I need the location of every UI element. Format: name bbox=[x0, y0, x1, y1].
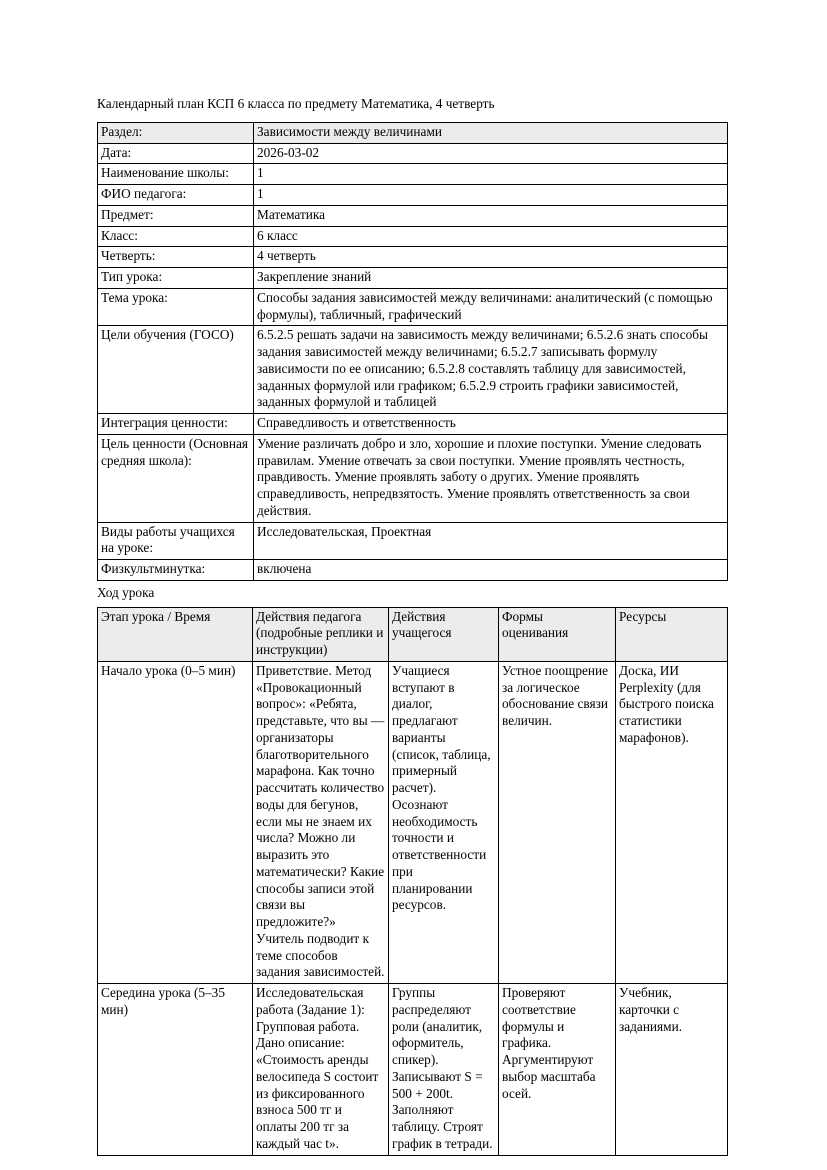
lesson-resources-cell: Доска, ИИ Perplexity (для быстрого поиска статистики марафонов). bbox=[616, 661, 728, 983]
info-row-value: Зависимости между величинами bbox=[254, 122, 728, 143]
info-row-value: включена bbox=[254, 560, 728, 581]
info-row-value: Исследовательская, Проектная bbox=[254, 522, 728, 560]
lesson-table-header-cell: Ресурсы bbox=[616, 607, 728, 661]
lesson-assessment-cell: Проверяют соответствие формулы и графика. Аргументируют выбор масштаба осей. bbox=[499, 984, 616, 1156]
info-row-label: Наименование школы: bbox=[98, 164, 254, 185]
info-table-row bbox=[98, 560, 728, 581]
lesson-stage-cell: Середина урока (5–35 мин) bbox=[98, 984, 253, 1156]
lesson-teacher-cell: Приветствие. Метод «Провокационный вопрос»: «Ребята, представьте, что вы — организаторы благотворительного марафона. Как точно рассчитать количество воды для бегунов, если мы не знаем их числа? Можно ли выразить это математически? Какие способы записи этой связи вы предложите?» Учитель подводит к теме способов задания зависимостей. bbox=[253, 661, 389, 983]
lesson-table-header-row bbox=[98, 607, 728, 661]
info-row-label: Интеграция ценности: bbox=[98, 414, 254, 435]
info-row-value: 2026-03-02 bbox=[254, 143, 728, 164]
info-row-value: Умение различать добро и зло, хорошие и плохие поступки. Умение следовать правилам. Умение отвечать за свои поступки. Умение проявлять честность, правдивость. Умение проявлять заботу о других. Умение проявлять справедливость, непредвзятость. Умение проявлять ответственность за свои действия. bbox=[254, 434, 728, 522]
info-table-row bbox=[98, 226, 728, 247]
info-row-label: Цели обучения (ГОСО) bbox=[98, 326, 254, 414]
info-row-label: Класс: bbox=[98, 226, 254, 247]
document-page bbox=[97, 96, 727, 1156]
lesson-table-header-cell: Действия учащегося bbox=[389, 607, 499, 661]
info-row-value: 1 bbox=[254, 164, 728, 185]
info-row-value: 1 bbox=[254, 185, 728, 206]
info-row-value: 4 четверть bbox=[254, 247, 728, 268]
lesson-table-body bbox=[98, 607, 728, 1155]
info-table bbox=[97, 122, 728, 581]
info-table-row bbox=[98, 414, 728, 435]
lesson-assessment-cell: Устное поощрение за логическое обоснование связи величин. bbox=[499, 661, 616, 983]
section-title: Ход урока bbox=[97, 584, 155, 600]
info-table-row bbox=[98, 247, 728, 268]
info-table-row bbox=[98, 143, 728, 164]
lesson-stage-cell: Начало урока (0–5 мин) bbox=[98, 661, 253, 983]
info-row-label: Тип урока: bbox=[98, 268, 254, 289]
info-row-value: 6 класс bbox=[254, 226, 728, 247]
lesson-table-header-cell: Этап урока / Время bbox=[98, 607, 253, 661]
info-row-value: Математика bbox=[254, 205, 728, 226]
info-row-label: ФИО педагога: bbox=[98, 185, 254, 206]
info-row-label: Дата: bbox=[98, 143, 254, 164]
info-row-label: Виды работы учащихся на уроке: bbox=[98, 522, 254, 560]
info-row-label: Тема урока: bbox=[98, 288, 254, 326]
lesson-table-header-cell: Действия педагога (подробные реплики и инструкции) bbox=[253, 607, 389, 661]
lesson-table-row bbox=[98, 984, 728, 1156]
info-row-value: 6.5.2.5 решать задачи на зависимость между величинами; 6.5.2.6 знать способы задания зависимостей между величинами; 6.5.2.7 записывать формулу зависимости по ее описанию; 6.5.2.8 составлять таблицу для зависимостей, заданных формулой или графиком; 6.5.2.9 строить графики зависимостей, заданных формулой и таблицей bbox=[254, 326, 728, 414]
page-title: Календарный план КСП 6 класса по предмету Математика, 4 четверть bbox=[97, 96, 495, 111]
lesson-student-cell: Учащиеся вступают в диалог, предлагают варианты (список, таблица, примерный расчет). Осознают необходимость точности и ответственности при планировании ресурсов. bbox=[389, 661, 499, 983]
info-row-value: Закрепление знаний bbox=[254, 268, 728, 289]
info-table-row bbox=[98, 326, 728, 414]
lesson-table-header-cell: Формы оценивания bbox=[499, 607, 616, 661]
info-table-row bbox=[98, 185, 728, 206]
info-row-label: Раздел: bbox=[98, 122, 254, 143]
lesson-student-cell: Группы распределяют роли (аналитик, оформитель, спикер). Записывают S = 500 + 200t. Заполняют таблицу. Строят график в тетради. bbox=[389, 984, 499, 1156]
info-table-row bbox=[98, 434, 728, 522]
info-table-row bbox=[98, 164, 728, 185]
info-table-row bbox=[98, 205, 728, 226]
info-table-row bbox=[98, 122, 728, 143]
info-row-value: Справедливость и ответственность bbox=[254, 414, 728, 435]
info-table-row bbox=[98, 288, 728, 326]
info-row-value: Способы задания зависимостей между величинами: аналитический (с помощью формулы), табличный, графический bbox=[254, 288, 728, 326]
info-table-row bbox=[98, 522, 728, 560]
lesson-table bbox=[97, 607, 728, 1156]
info-table-row bbox=[98, 268, 728, 289]
info-table-body bbox=[98, 122, 728, 580]
info-row-label: Четверть: bbox=[98, 247, 254, 268]
info-row-label: Предмет: bbox=[98, 205, 254, 226]
lesson-resources-cell: Учебник, карточки с заданиями. bbox=[616, 984, 728, 1156]
lesson-teacher-cell: Исследовательская работа (Задание 1): Групповая работа. Дано описание: «Стоимость аренды велосипеда S состоит из фиксированного взноса 500 тг и оплаты 200 тг за каждый час t». bbox=[253, 984, 389, 1156]
info-row-label: Цель ценности (Основная средняя школа): bbox=[98, 434, 254, 522]
info-row-label: Физкультминутка: bbox=[98, 560, 254, 581]
lesson-table-row bbox=[98, 661, 728, 983]
